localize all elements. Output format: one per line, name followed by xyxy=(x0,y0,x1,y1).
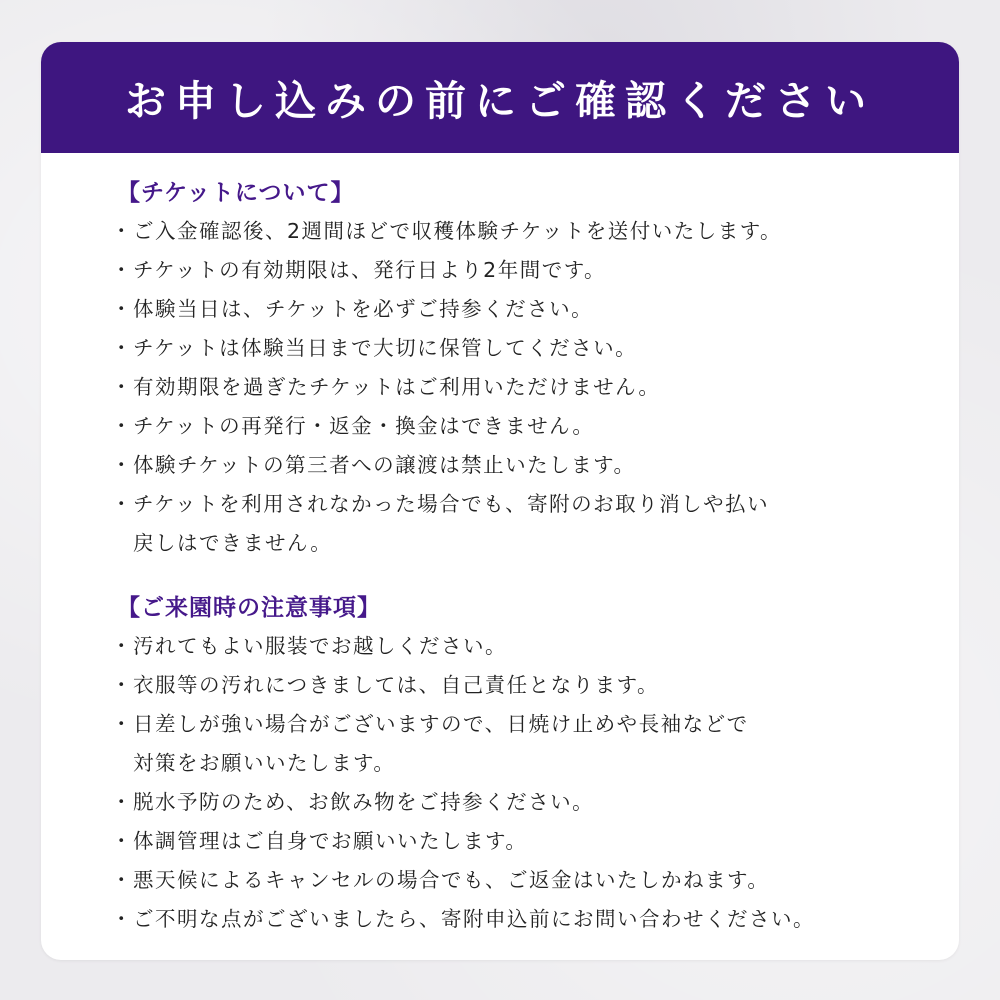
ticket-list xyxy=(111,212,931,563)
bullet: ・ xyxy=(111,375,133,399)
header-banner xyxy=(41,42,959,153)
section-ticket xyxy=(111,174,931,563)
list-item-text: チケットを利用されなかった場合でも、寄附のお取り消しや払い 戻しはできません。 xyxy=(133,492,770,555)
list-item xyxy=(111,485,931,563)
list-item-text: 衣服等の汚れにつきましては、自己責任となります。 xyxy=(133,673,659,697)
bullet: ・ xyxy=(111,258,133,282)
bullet: ・ xyxy=(111,219,133,243)
list-item-text: 悪天候によるキャンセルの場合でも、ご返金はいたしかねます。 xyxy=(133,868,770,892)
section-visit xyxy=(111,589,931,939)
list-item-text: チケットの再発行・返金・換金はできません。 xyxy=(133,414,595,438)
bullet: ・ xyxy=(111,414,133,438)
list-item xyxy=(111,900,931,939)
list-item-text: 日差しが強い場合がございますので、日焼け止めや長袖などで 対策をお願いいたします。 xyxy=(133,712,749,775)
list-item-text: 脱水予防のため、お飲み物をご持参ください。 xyxy=(133,790,595,814)
bullet: ・ xyxy=(111,907,133,931)
list-item xyxy=(111,627,931,666)
page-title: お申し込みの前にご確認ください xyxy=(125,77,875,125)
list-item xyxy=(111,666,931,705)
list-item xyxy=(111,329,931,368)
bullet: ・ xyxy=(111,492,133,516)
list-item xyxy=(111,861,931,900)
bullet: ・ xyxy=(111,297,133,321)
section-spacer xyxy=(111,563,931,589)
bullet: ・ xyxy=(111,673,133,697)
bullet: ・ xyxy=(111,336,133,360)
list-item-text: ご不明な点がございましたら、寄附申込前にお問い合わせください。 xyxy=(133,907,815,931)
list-item xyxy=(111,407,931,446)
list-item xyxy=(111,783,931,822)
list-item-text: チケットは体験当日まで大切に保管してください。 xyxy=(133,336,638,360)
list-item xyxy=(111,290,931,329)
section-heading-ticket: 【チケットについて】 xyxy=(117,180,355,206)
bullet: ・ xyxy=(111,712,133,736)
list-item-text: ご入金確認後、2週間ほどで収穫体験チケットを送付いたします。 xyxy=(133,219,783,243)
list-item xyxy=(111,368,931,407)
list-item-text: 体調管理はご自身でお願いいたします。 xyxy=(133,829,528,853)
visit-list xyxy=(111,627,931,939)
list-item-text: 汚れてもよい服装でお越しください。 xyxy=(133,634,507,658)
list-item-text: 有効期限を過ぎたチケットはご利用いただけません。 xyxy=(133,375,661,399)
list-item xyxy=(111,705,931,783)
list-item xyxy=(111,251,931,290)
bullet: ・ xyxy=(111,790,133,814)
list-item-text: 体験当日は、チケットを必ずご持参ください。 xyxy=(133,297,594,321)
list-item xyxy=(111,822,931,861)
list-item-text: チケットの有効期限は、発行日より2年間です。 xyxy=(133,258,607,282)
bullet: ・ xyxy=(111,868,133,892)
list-item xyxy=(111,212,931,251)
bullet: ・ xyxy=(111,453,133,477)
bullet: ・ xyxy=(111,829,133,853)
bullet: ・ xyxy=(111,634,133,658)
notice-body xyxy=(111,174,931,939)
list-item xyxy=(111,446,931,485)
section-heading-visit: 【ご来園時の注意事項】 xyxy=(117,595,381,621)
notice-card xyxy=(41,42,959,960)
list-item-text: 体験チケットの第三者への譲渡は禁止いたします。 xyxy=(133,453,636,477)
